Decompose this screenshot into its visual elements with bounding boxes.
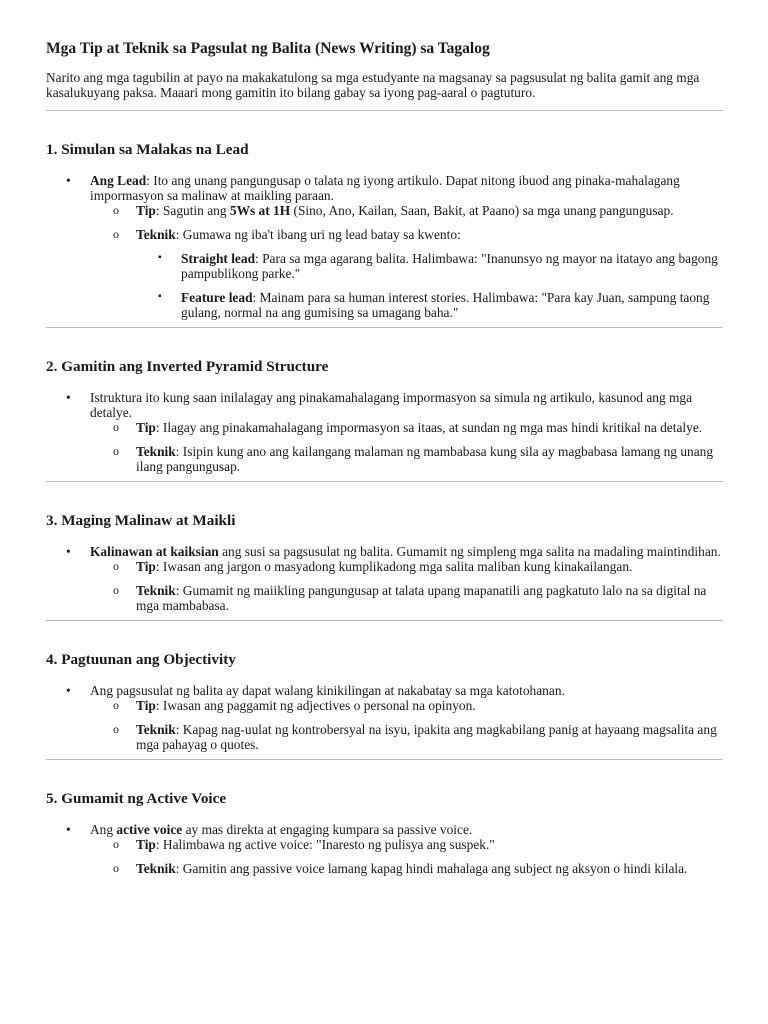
section-2 [46, 328, 722, 474]
teknik-item [46, 444, 722, 474]
section-1 [46, 111, 722, 320]
section-heading: 5. Gumamit ng Active Voice [46, 790, 227, 807]
teknik-text: : Gumamit ng maiikling pangungusap at talata upang mapanatili ang pagkatuto lalo na sa digital na mga mambabasa. [136, 583, 707, 613]
bullet-text: Ang pagsusulat ng balita ay dapat walang kinikilingan at nakabatay sa mga katotohanan. [90, 683, 565, 698]
sub-marker: o [113, 227, 119, 241]
lead-type-label: Straight lead [181, 251, 256, 266]
tip-label: Tip [136, 837, 156, 852]
bullet-marker: • [66, 544, 71, 559]
square-marker: ▪ [158, 291, 162, 302]
tip-label: Tip [136, 559, 156, 574]
lead-type-label: Feature lead [181, 290, 253, 305]
teknik-label: Teknik [136, 227, 176, 242]
bullet-marker: • [66, 683, 71, 698]
section-heading: 1. Simulan sa Malakas na Lead [46, 141, 249, 158]
tip-text: : Ilagay ang pinakamahalagang impormasyon sa itaas, at sundan ng mga mas hindi kritikal na detalye. [155, 420, 703, 435]
sub-marker: o [113, 698, 119, 712]
teknik-item [46, 583, 722, 613]
bullet-item [46, 390, 722, 420]
teknik-item [46, 227, 722, 242]
tip-label: Tip [136, 203, 156, 218]
teknik-text: : Kapag nag-uulat ng kontrobersyal na isyu, ipakita ang magkabilang panig at hayaang magsalita ang mga pahayag o quotes. [136, 722, 717, 752]
lead-type-text: : Mainam para sa human interest stories. Halimbawa: "Para kay Juan, sampung taong gulang, normal na ang gumising sa umagang baha." [181, 290, 710, 320]
tip-label: Tip [136, 698, 156, 713]
document-title: Mga Tip at Teknik sa Pagsulat ng Balita (News Writing) sa Tagalog [46, 40, 490, 57]
lead-type-item [46, 290, 722, 320]
teknik-item [46, 722, 722, 752]
teknik-label: Teknik [136, 722, 176, 737]
tip-item [46, 203, 722, 218]
sub-marker: o [113, 861, 119, 875]
teknik-text: : Gumawa ng iba't ibang uri ng lead batay sa kwento: [175, 227, 461, 242]
teknik-text: : Isipin kung ano ang kailangang malaman ng mambabasa kung sila ay magbabasa lamang ng unang ilang pangungusap. [136, 444, 714, 474]
section-5 [46, 760, 722, 876]
bullet-text: Istruktura ito kung saan inilalagay ang pinakamahalagang impormasyon sa simula ng artikulo, kasunod ang mga detalye. [90, 390, 693, 420]
tip-item [46, 698, 722, 713]
bullet-marker: • [66, 173, 71, 188]
teknik-item [46, 861, 722, 876]
bullet-marker: • [66, 822, 71, 837]
section-heading: 4. Pagtuunan ang Objectivity [46, 651, 236, 668]
tip-bold: 5Ws at 1H [229, 203, 291, 218]
tip-label: Tip [136, 420, 156, 435]
bullet-text: : Ito ang unang pangungusap o talata ng iyong artikulo. Dapat nitong ibuod ang pinaka-mahalagang impormasyon sa malinaw at maikling paraan. [90, 173, 680, 203]
teknik-label: Teknik [136, 583, 176, 598]
sub-marker: o [113, 722, 119, 736]
sub-marker: o [113, 559, 119, 573]
tip-text: : Sagutin ang [155, 203, 230, 218]
sub-marker: o [113, 583, 119, 597]
bullet-text: ay mas direkta at engaging kumpara sa passive voice. [182, 822, 473, 837]
tip-item [46, 837, 722, 852]
tip-item [46, 559, 722, 574]
tip-text: : Iwasan ang jargon o masyadong kumplikadong mga salita maliban kung kinakailangan. [155, 559, 633, 574]
tip-text: : Iwasan ang paggamit ng adjectives o personal na opinyon. [155, 698, 476, 713]
sub-marker: o [113, 837, 119, 851]
section-4 [46, 621, 722, 752]
bullet-bold: Kalinawan at kaiksian [90, 544, 219, 559]
bullet-text-pre: Ang [90, 822, 117, 837]
tip-text: : Halimbawa ng active voice: "Inaresto ng pulisya ang suspek." [155, 837, 495, 852]
tip-item [46, 420, 722, 435]
bullet-marker: • [66, 390, 71, 405]
teknik-label: Teknik [136, 861, 176, 876]
bullet-item [46, 822, 722, 837]
tip-text-rest: (Sino, Ano, Kailan, Saan, Bakit, at Paano) sa mga unang pangungusap. [290, 203, 674, 218]
sub-marker: o [113, 420, 119, 434]
bullet-bold: Ang Lead [90, 173, 147, 188]
square-marker: ▪ [158, 252, 162, 263]
bullet-bold: active voice [116, 822, 183, 837]
bullet-item [46, 683, 722, 698]
lead-type-item [46, 251, 722, 281]
lead-type-text: : Para sa mga agarang balita. Halimbawa: "Inanunsyo ng mayor na itatayo ang bagong pampublikong parke." [181, 251, 718, 281]
section-heading: 3. Maging Malinaw at Maikli [46, 512, 236, 529]
bullet-item [46, 544, 722, 559]
teknik-label: Teknik [136, 444, 176, 459]
bullet-text: ang susi sa pagsusulat ng balita. Gumamit ng simpleng mga salita na madaling maintindihan. [218, 544, 721, 559]
section-heading: 2. Gamitin ang Inverted Pyramid Structure [46, 358, 329, 375]
bullet-item [46, 173, 722, 203]
intro-paragraph: Narito ang mga tagubilin at payo na makakatulong sa mga estudyante na magsanay sa pagsusulat ng balita gamit ang mga kasalukuyang paksa. Maaari mong gamitin ito bilang gabay sa iyong pag-aaral o pagtuturo. [46, 70, 700, 100]
teknik-text: : Gamitin ang passive voice lamang kapag hindi mahalaga ang subject ng aksyon o hindi kilala. [175, 861, 688, 876]
sub-marker: o [113, 444, 119, 458]
section-3 [46, 482, 722, 613]
sub-marker: o [113, 203, 119, 217]
